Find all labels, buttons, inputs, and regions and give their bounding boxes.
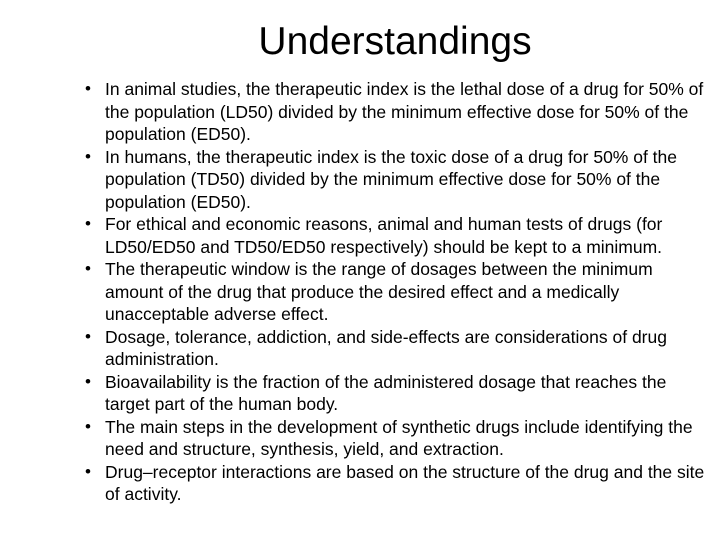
bullet-marker: • (85, 416, 91, 436)
bullet-text: In animal studies, the therapeutic index is the lethal dose of a drug for 50% of the population (LD50) divided by the minimum effective dose for 50% of the population (ED50). (105, 79, 704, 144)
bullet-text: Drug–receptor interactions are based on the structure of the drug and the site of activity. (105, 461, 705, 504)
bullet-text: In humans, the therapeutic index is the toxic dose of a drug for 50% of the population (TD50) divided by the minimum effective dose for 50% of the population (ED50). (105, 146, 678, 212)
bullet-text: Dosage, tolerance, addiction, and side-effects are considerations of drug administration. (105, 326, 667, 369)
bullet-marker: • (85, 214, 91, 233)
bullet-item (80, 326, 712, 371)
bullet-item (80, 258, 712, 326)
bullet-marker: • (85, 146, 91, 166)
bullet-item (80, 146, 712, 214)
bullet-marker: • (85, 461, 91, 481)
bullet-marker: • (85, 79, 91, 98)
bullet-marker: • (85, 259, 91, 278)
bullet-item (80, 461, 712, 506)
bullet-marker: • (85, 326, 91, 346)
bullet-item (80, 213, 712, 258)
bullet-item (80, 78, 712, 146)
bullet-item (80, 371, 712, 416)
bullet-text: The therapeutic window is the range of dosages between the minimum amount of the drug that produce the desired effect and a medically unacceptable adverse effect. (105, 259, 653, 324)
bullet-list (80, 78, 712, 506)
slide-title: Understandings (258, 20, 532, 63)
bullet-text: The main steps in the development of synthetic drugs include identifying the need and structure, synthesis, yield, and extraction. (105, 416, 693, 459)
bullet-text: Bioavailability is the fraction of the administered dosage that reaches the target part of the human body. (105, 371, 667, 414)
bullet-item (80, 416, 712, 461)
bullet-text: For ethical and economic reasons, animal and human tests of drugs (for LD50/ED50 and TD50/ED50 respectively) should be kept to a minimum. (105, 214, 663, 257)
bullet-marker: • (85, 371, 91, 391)
